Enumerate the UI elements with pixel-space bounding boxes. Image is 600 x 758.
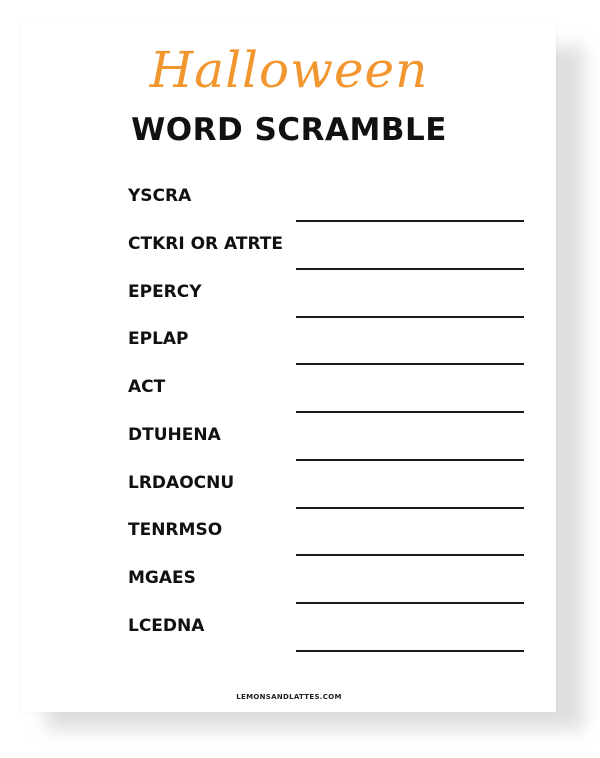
answer-line[interactable] <box>296 459 524 461</box>
scrambled-word: CTKRI OR ATRTE <box>128 234 284 254</box>
scrambled-word: TENRMSO <box>128 520 223 540</box>
answer-line[interactable] <box>296 220 524 222</box>
worksheet-page <box>22 22 556 712</box>
scrambled-word: EPLAP <box>128 329 189 349</box>
page-subtitle: WORD SCRAMBLE <box>131 112 447 148</box>
scrambled-word: ACT <box>128 377 166 397</box>
answer-line[interactable] <box>296 316 524 318</box>
scrambled-word: EPERCY <box>128 282 202 302</box>
page-title: Halloween <box>149 41 429 99</box>
answer-line[interactable] <box>296 363 524 365</box>
answer-line[interactable] <box>296 650 524 652</box>
site-footer: LEMONSANDLATTES.COM <box>236 693 342 701</box>
answer-line[interactable] <box>296 411 524 413</box>
answer-line[interactable] <box>296 554 524 556</box>
answer-line[interactable] <box>296 602 524 604</box>
answer-line[interactable] <box>296 507 524 509</box>
scrambled-word: MGAES <box>128 568 196 588</box>
scrambled-word: LCEDNA <box>128 616 205 636</box>
scrambled-word: LRDAOCNU <box>128 473 235 493</box>
scrambled-word: YSCRA <box>128 186 192 206</box>
scrambled-word: DTUHENA <box>128 425 221 445</box>
answer-line[interactable] <box>296 268 524 270</box>
